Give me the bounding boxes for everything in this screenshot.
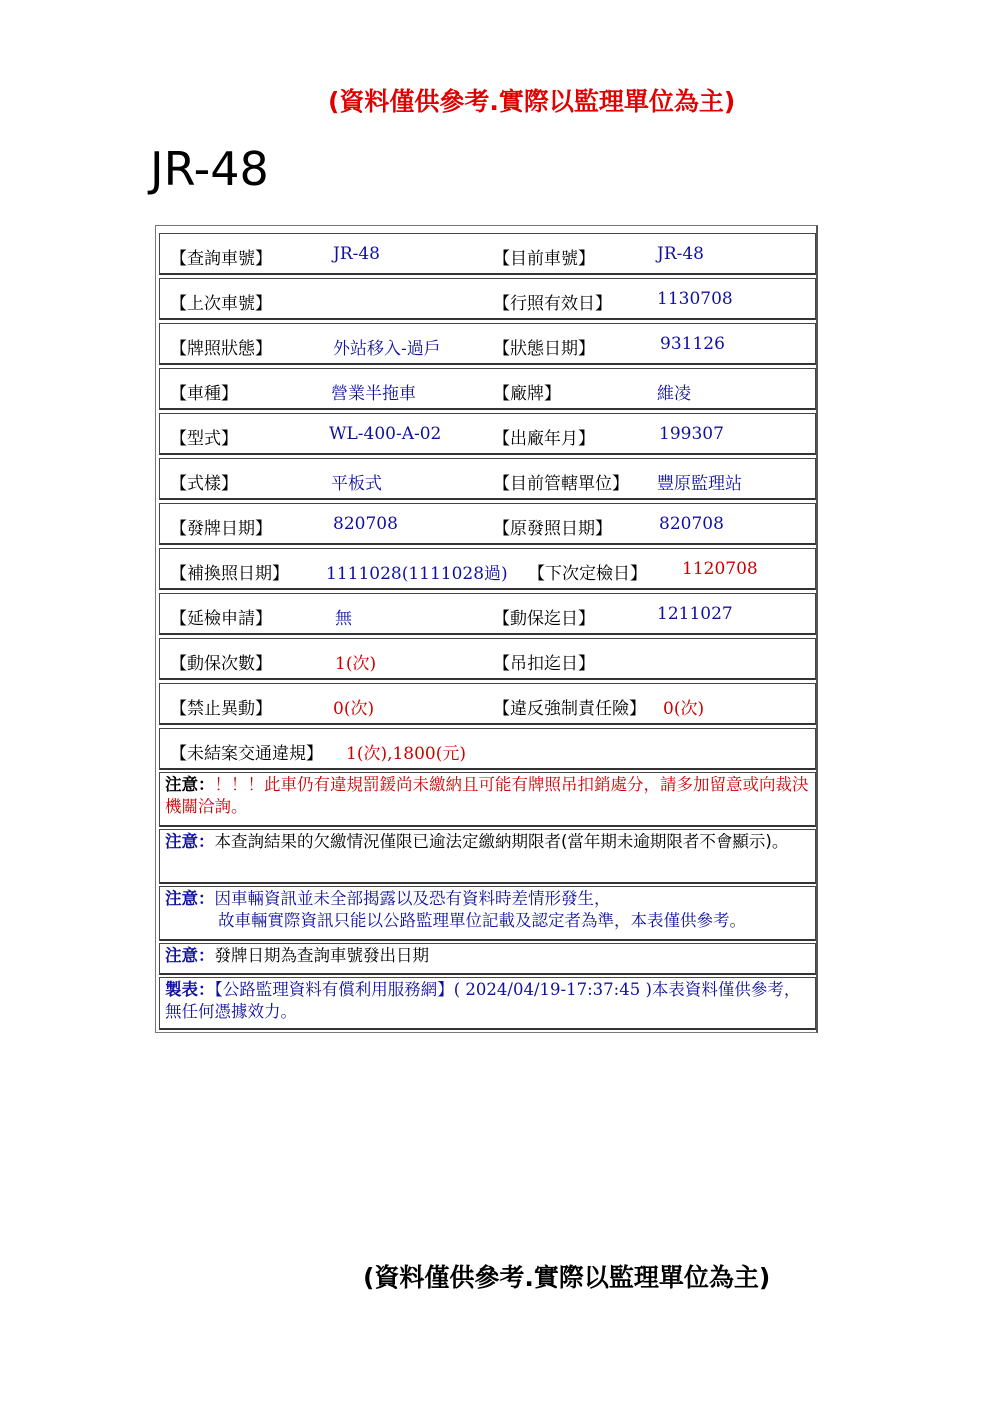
note-prefix: 注意： <box>165 889 215 908</box>
note-prefix: 注意： <box>165 775 215 794</box>
field-value: 平板式 <box>331 474 382 494</box>
field-label: 【動保次數】 <box>170 654 272 674</box>
table-row <box>159 323 816 365</box>
field-value: 1(次),1800(元) <box>346 744 467 764</box>
field-label: 【出廠年月】 <box>493 429 595 449</box>
note-prefix: 注意： <box>165 946 215 965</box>
field-value: 0(次) <box>663 699 705 719</box>
note-text: 本查詢結果的欠繳情況僅限已逾法定繳納期限者(當年期未逾期限者不會顯示)。 <box>214 832 789 851</box>
info-note <box>159 829 816 884</box>
field-value: 1211027 <box>657 604 733 624</box>
info-note <box>159 886 816 941</box>
table-row <box>159 593 816 635</box>
field-label: 【上次車號】 <box>170 294 272 314</box>
page-title: JR-48 <box>150 142 269 196</box>
field-label: 【式樣】 <box>170 474 238 494</box>
note-text: 因車輛資訊並未全部揭露以及恐有資料時差情形發生， <box>214 889 611 908</box>
field-value: 0(次) <box>333 699 375 719</box>
note-text: 本表資料僅供參考，無任何憑據效力。 <box>165 980 801 1021</box>
warning-note <box>159 772 816 827</box>
field-label: 【型式】 <box>170 429 238 449</box>
field-label: 【吊扣迄日】 <box>493 654 595 674</box>
field-value: 1120708 <box>682 559 758 579</box>
field-value: JR-48 <box>657 244 704 264</box>
field-label: 【原發照日期】 <box>493 519 612 539</box>
table-row <box>159 233 816 275</box>
field-value: WL-400-A-02 <box>329 424 442 444</box>
field-value: 820708 <box>659 514 724 534</box>
field-value: 820708 <box>333 514 398 534</box>
field-label: 【下次定檢日】 <box>528 564 647 584</box>
info-note <box>159 943 816 975</box>
field-value: 無 <box>335 609 352 629</box>
field-label: 【查詢車號】 <box>170 249 272 269</box>
table-row <box>159 503 816 545</box>
note-text: ！！！此車仍有違規罰鍰尚未繳納且可能有牌照吊扣銷處分，請多加留意或向裁決機關洽詢。 <box>165 775 809 816</box>
field-label: 【廠牌】 <box>493 384 561 404</box>
field-label: 【動保迄日】 <box>493 609 595 629</box>
field-value: 1111028(1111028過) <box>326 564 508 584</box>
timestamp: ( 2024/04/19-17:37:45 ) <box>453 980 652 999</box>
field-label: 【牌照狀態】 <box>170 339 272 359</box>
field-label: 【補換照日期】 <box>170 564 289 584</box>
field-value: 外站移入-過戶 <box>333 339 441 359</box>
field-value: JR-48 <box>333 244 380 264</box>
field-label: 【車種】 <box>170 384 238 404</box>
table-row <box>159 368 816 410</box>
field-value: 199307 <box>659 424 724 444</box>
field-label: 【禁止異動】 <box>170 699 272 719</box>
table-row <box>159 638 816 680</box>
table-row <box>159 728 816 770</box>
field-label: 【違反強制責任險】 <box>493 699 646 719</box>
field-value: 豐原監理站 <box>657 474 742 494</box>
note-text: 故車輛實際資訊只能以公路監理單位記載及認定者為準，本表僅供參考。 <box>218 911 746 930</box>
field-label: 【行照有效日】 <box>493 294 612 314</box>
source-name: 【公路監理資料有償利用服務網】 <box>214 980 454 999</box>
field-value: 1(次) <box>335 654 377 674</box>
table-row <box>159 278 816 320</box>
field-label: 【延檢申請】 <box>170 609 272 629</box>
field-label: 【發牌日期】 <box>170 519 272 539</box>
table-row <box>159 548 816 590</box>
field-value: 營業半拖車 <box>331 384 416 404</box>
field-value: 931126 <box>660 334 725 354</box>
note-text: 發牌日期為查詢車號發出日期 <box>214 946 429 965</box>
vehicle-record-table <box>155 225 818 1033</box>
field-label: 【目前車號】 <box>493 249 595 269</box>
source-note <box>159 977 816 1030</box>
bottom-disclaimer: (資料僅供參考.實際以監理單位為主) <box>363 1263 771 1292</box>
top-disclaimer: (資料僅供參考.實際以監理單位為主) <box>328 87 736 116</box>
field-label: 【未結案交通違規】 <box>170 744 323 764</box>
note-prefix: 製表： <box>165 980 215 999</box>
field-label: 【目前管轄單位】 <box>493 474 629 494</box>
note-prefix: 注意： <box>165 832 215 851</box>
field-value: 1130708 <box>657 289 733 309</box>
field-value: 維凌 <box>657 384 691 404</box>
table-row <box>159 413 816 455</box>
table-row <box>159 458 816 500</box>
field-label: 【狀態日期】 <box>493 339 595 359</box>
table-row <box>159 683 816 725</box>
